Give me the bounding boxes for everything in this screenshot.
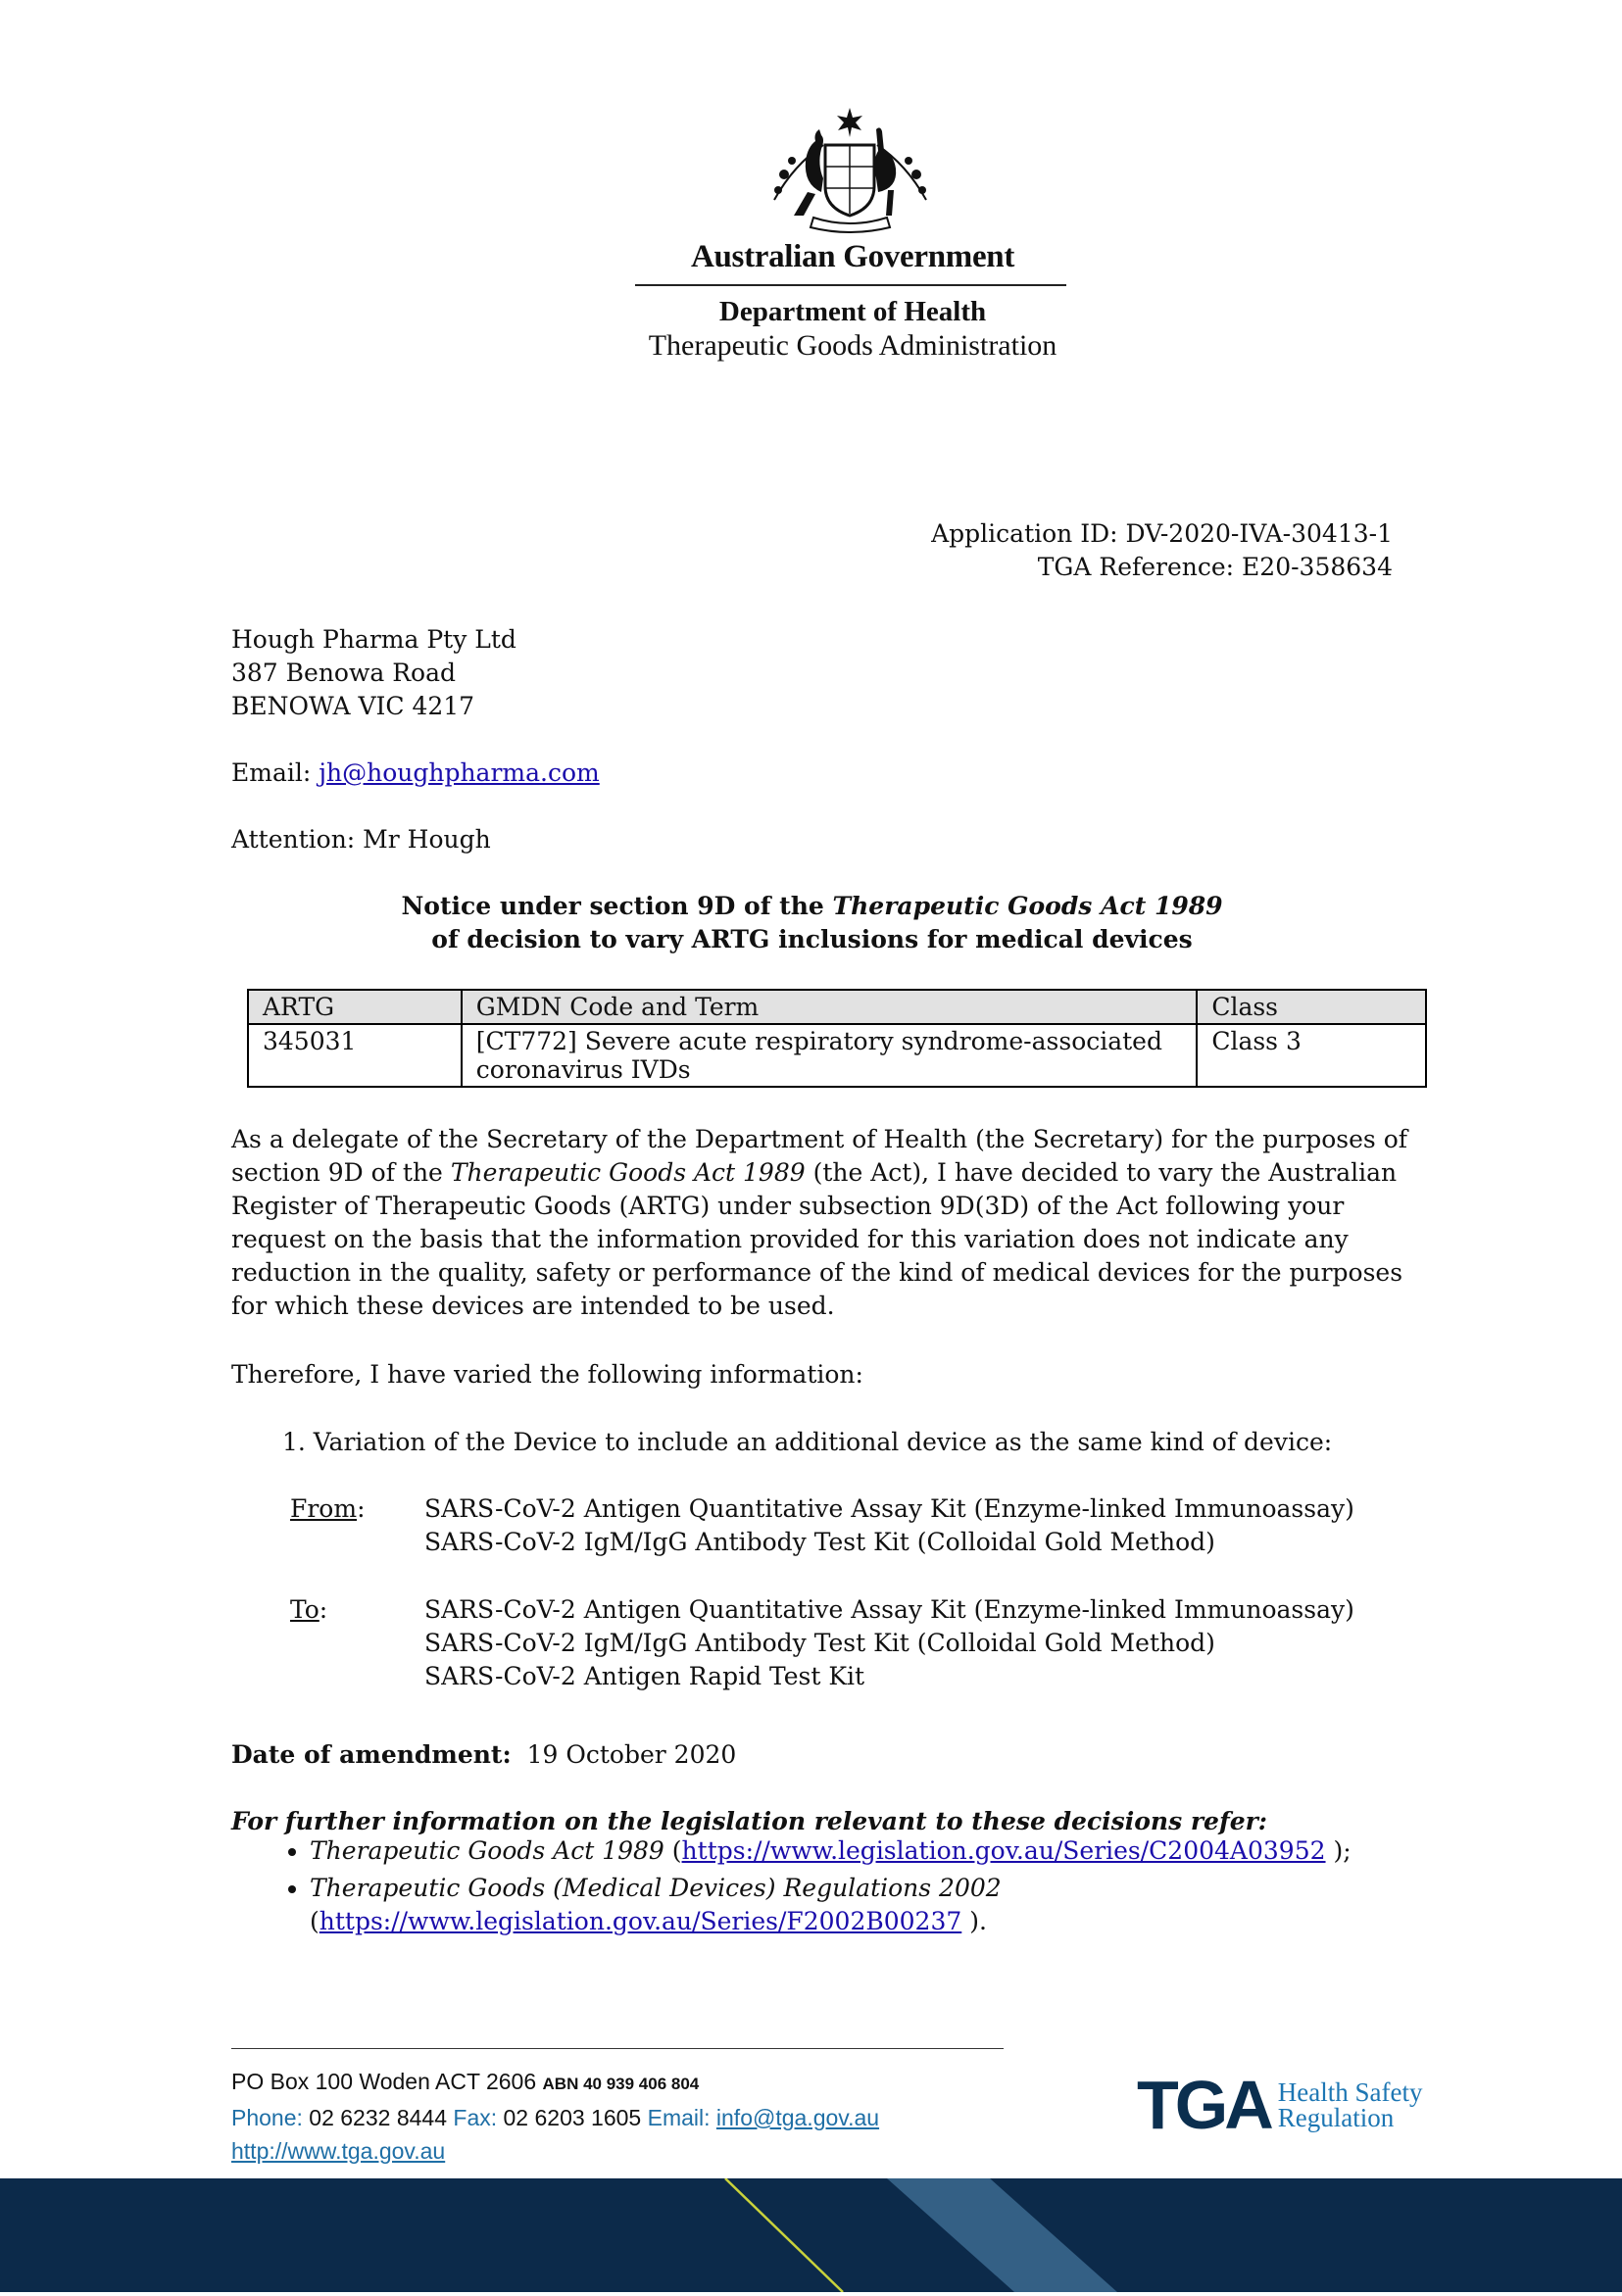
from-line-2: SARS-CoV-2 IgM/IgG Antibody Test Kit (Colloidal Gold Method) — [424, 1528, 1215, 1556]
notice-heading — [231, 890, 1393, 956]
footer-email-link[interactable]: info@tga.gov.au — [715, 2105, 880, 2130]
australian-coat-of-arms-icon — [764, 106, 936, 233]
fax-number: 02 6203 1605 — [503, 2105, 642, 2130]
from-block — [0, 1492, 1622, 1561]
footer-contact — [231, 2065, 879, 2168]
to-block — [0, 1593, 1622, 1695]
recipient-company: Hough Pharma Pty Ltd — [231, 625, 516, 654]
from-line-1: SARS-CoV-2 Antigen Quantitative Assay Kit (Enzyme-linked Immunoassay) — [424, 1494, 1354, 1523]
table-row — [248, 1024, 1426, 1087]
tga-logo — [1137, 2066, 1422, 2144]
intro-act-title: Therapeutic Goods Act 1989 — [450, 1158, 806, 1187]
footer-website-link[interactable]: http://www.tga.gov.au — [231, 2138, 446, 2164]
amendment-date: 19 October 2020 — [526, 1740, 737, 1769]
recipient-email-link[interactable]: jh@houghpharma.com — [319, 758, 600, 787]
recipient-email-line — [231, 757, 600, 790]
cell-artg: 345031 — [248, 1024, 462, 1087]
variation-item: 1. Variation of the Device to include an additional device as the same kind of device: — [282, 1428, 1333, 1456]
further-info-heading: For further information on the legislation relevant to these decisions refer: — [231, 1807, 1268, 1835]
reference-block — [931, 517, 1393, 584]
phone-number: 02 6232 8444 — [309, 2105, 447, 2130]
notice-act-title: Therapeutic Goods Act 1989 — [832, 892, 1223, 920]
recipient-address — [231, 623, 516, 723]
tga-logo-text: TGA — [1137, 2067, 1270, 2143]
phone-label: Phone: — [231, 2105, 303, 2130]
legislation-link[interactable]: https://www.legislation.gov.au/Series/C2004A03952 — [681, 1836, 1326, 1865]
notice-line2: of decision to vary ARTG inclusions for medical devices — [431, 925, 1193, 953]
footer-abn: ABN 40 939 406 804 — [542, 2075, 700, 2093]
tga-reference: TGA Reference: E20-358634 — [1037, 553, 1393, 581]
agency-name: Therapeutic Goods Administration — [648, 329, 1057, 362]
footer-email-label: Email: — [647, 2105, 711, 2130]
from-label: From: — [290, 1494, 366, 1523]
header-divider — [635, 284, 1066, 286]
legislation-title: Therapeutic Goods Act 1989 — [310, 1836, 664, 1865]
header-artg: ARTG — [248, 990, 462, 1024]
list-item: • Therapeutic Goods (Medical Devices) Regulations 2002 (https://www.legislation.gov.au/Series/F2002B00237 ). — [310, 1872, 1407, 1938]
email-label: Email: — [231, 758, 319, 787]
attention-line: Attention: Mr Hough — [231, 825, 491, 854]
to-line-1: SARS-CoV-2 Antigen Quantitative Assay Kit (Enzyme-linked Immunoassay) — [424, 1595, 1354, 1624]
legislation-title: Therapeutic Goods (Medical Devices) Regulations 2002 — [310, 1874, 1002, 1902]
footer-address: PO Box 100 Woden ACT 2606 — [231, 2069, 537, 2094]
table-header-row — [248, 990, 1426, 1024]
artg-table — [247, 989, 1427, 1088]
tga-logo-tagline: Health Safety Regulation — [1277, 2077, 1423, 2132]
amendment-line — [231, 1738, 736, 1772]
from-lines — [424, 1492, 1354, 1559]
intro-part2: (the Act), I have decided to vary the Australian Register of Therapeutic Goods (ARTG) under subsection 9D(3D) of the Act following your request on the basis that the information provided for this variation does not indicate any reduction in the quality, safety or performance of the kind of medical devices for the purposes for which these devices are intended to be used. — [231, 1158, 1403, 1320]
recipient-street: 387 Benowa Road — [231, 659, 457, 687]
fax-label: Fax: — [453, 2105, 498, 2130]
cell-class: Class 3 — [1197, 1024, 1426, 1087]
department-name: Department of Health — [718, 296, 987, 327]
to-label: To: — [290, 1595, 328, 1624]
legislation-link[interactable]: https://www.legislation.gov.au/Series/F2002B00237 — [319, 1907, 962, 1935]
to-lines — [424, 1593, 1354, 1693]
header-gmdn: GMDN Code and Term — [462, 990, 1198, 1024]
therefore-line: Therefore, I have varied the following information: — [231, 1360, 863, 1389]
to-line-2: SARS-CoV-2 IgM/IgG Antibody Test Kit (Colloidal Gold Method) — [424, 1629, 1215, 1657]
government-name: Australian Government — [690, 239, 1015, 274]
to-line-3: SARS-CoV-2 Antigen Rapid Test Kit — [424, 1662, 865, 1690]
intro-paragraph — [231, 1123, 1407, 1323]
footer-divider — [231, 2048, 1004, 2049]
recipient-city: BENOWA VIC 4217 — [231, 692, 475, 720]
list-item: • Therapeutic Goods Act 1989 (https://www.legislation.gov.au/Series/C2004A03952 ); — [310, 1834, 1407, 1868]
legislation-list — [231, 1834, 1407, 1942]
amendment-label: Date of amendment: — [231, 1740, 512, 1769]
cell-gmdn: [CT772] Severe acute respiratory syndrome-associated coronavirus IVDs — [462, 1024, 1198, 1087]
footer-band — [0, 2178, 1622, 2292]
notice-line1-prefix: Notice under section 9D of the — [401, 892, 833, 920]
application-id: Application ID: DV-2020-IVA-30413-1 — [931, 519, 1393, 548]
intro-part1: As a delegate of the Secretary of the Department of Health (the Secretary) for the purposes of section 9D of the — [231, 1125, 1408, 1187]
header-class: Class — [1197, 990, 1426, 1024]
